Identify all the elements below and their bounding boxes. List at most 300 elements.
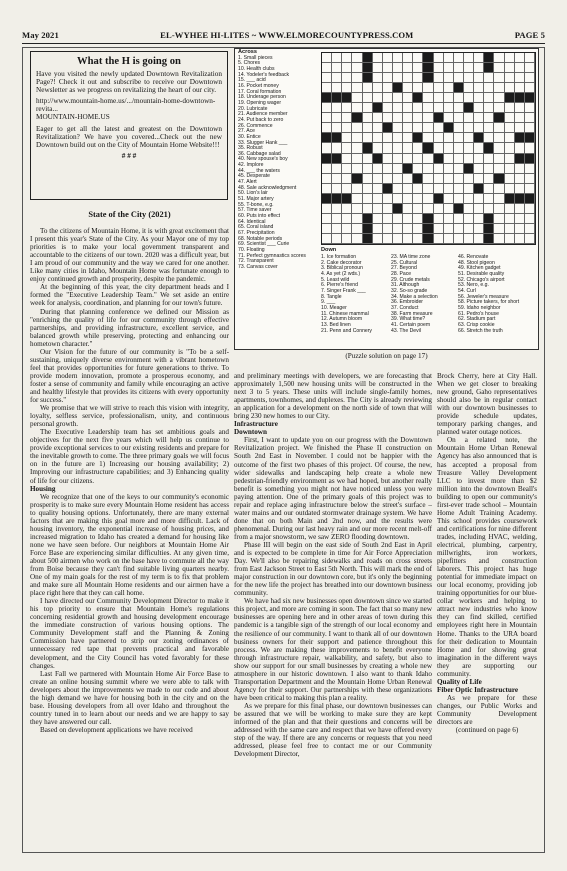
grid-cell[interactable] xyxy=(352,164,362,174)
grid-cell[interactable] xyxy=(494,93,504,103)
grid-cell[interactable] xyxy=(454,214,464,224)
grid-cell[interactable] xyxy=(515,214,525,224)
grid-cell[interactable] xyxy=(403,63,413,73)
grid-cell[interactable] xyxy=(363,83,373,93)
grid-cell[interactable] xyxy=(464,214,474,224)
grid-cell[interactable] xyxy=(363,174,373,184)
grid-cell[interactable] xyxy=(515,204,525,214)
grid-cell[interactable] xyxy=(484,103,494,113)
grid-cell[interactable] xyxy=(423,184,433,194)
grid-cell[interactable] xyxy=(383,53,393,63)
grid-cell[interactable] xyxy=(413,214,423,224)
grid-cell[interactable] xyxy=(434,73,444,83)
grid-cell[interactable] xyxy=(505,154,515,164)
grid-cell[interactable] xyxy=(383,93,393,103)
grid-cell[interactable] xyxy=(332,204,342,214)
grid-cell[interactable] xyxy=(383,73,393,83)
grid-cell[interactable] xyxy=(444,133,454,143)
grid-cell[interactable] xyxy=(515,184,525,194)
grid-cell[interactable] xyxy=(454,143,464,153)
grid-cell[interactable] xyxy=(352,184,362,194)
grid-cell[interactable] xyxy=(403,214,413,224)
grid-cell[interactable] xyxy=(352,143,362,153)
grid-cell[interactable] xyxy=(423,103,433,113)
grid-cell[interactable] xyxy=(444,164,454,174)
grid-cell[interactable] xyxy=(322,174,332,184)
grid-cell[interactable] xyxy=(525,113,535,123)
grid-cell[interactable] xyxy=(423,194,433,204)
grid-cell[interactable] xyxy=(423,154,433,164)
grid-cell[interactable] xyxy=(342,123,352,133)
grid-cell[interactable] xyxy=(464,143,474,153)
grid-cell[interactable] xyxy=(373,184,383,194)
grid-cell[interactable] xyxy=(505,184,515,194)
grid-cell[interactable] xyxy=(393,53,403,63)
grid-cell[interactable] xyxy=(434,133,444,143)
grid-cell[interactable] xyxy=(393,174,403,184)
grid-cell[interactable] xyxy=(515,164,525,174)
grid-cell[interactable] xyxy=(464,113,474,123)
grid-cell[interactable] xyxy=(373,143,383,153)
grid-cell[interactable] xyxy=(484,133,494,143)
grid-cell[interactable] xyxy=(515,234,525,244)
grid-cell[interactable] xyxy=(484,73,494,83)
grid-cell[interactable] xyxy=(474,113,484,123)
grid-cell[interactable] xyxy=(352,204,362,214)
grid-cell[interactable] xyxy=(373,174,383,184)
grid-cell[interactable] xyxy=(515,73,525,83)
grid-cell[interactable] xyxy=(322,184,332,194)
grid-cell[interactable] xyxy=(342,164,352,174)
grid-cell[interactable] xyxy=(474,123,484,133)
grid-cell[interactable] xyxy=(342,154,352,164)
grid-cell[interactable] xyxy=(505,63,515,73)
grid-cell[interactable] xyxy=(474,164,484,174)
grid-cell[interactable] xyxy=(352,154,362,164)
grid-cell[interactable] xyxy=(373,123,383,133)
grid-cell[interactable] xyxy=(352,83,362,93)
grid-cell[interactable] xyxy=(494,123,504,133)
grid-cell[interactable] xyxy=(515,174,525,184)
grid-cell[interactable] xyxy=(423,174,433,184)
grid-cell[interactable] xyxy=(454,234,464,244)
grid-cell[interactable] xyxy=(474,154,484,164)
grid-cell[interactable] xyxy=(444,194,454,204)
grid-cell[interactable] xyxy=(434,93,444,103)
grid-cell[interactable] xyxy=(403,133,413,143)
grid-cell[interactable] xyxy=(444,73,454,83)
grid-cell[interactable] xyxy=(352,224,362,234)
grid-cell[interactable] xyxy=(403,113,413,123)
grid-cell[interactable] xyxy=(444,83,454,93)
grid-cell[interactable] xyxy=(515,123,525,133)
grid-cell[interactable] xyxy=(393,103,403,113)
grid-cell[interactable] xyxy=(413,143,423,153)
grid-cell[interactable] xyxy=(403,73,413,83)
grid-cell[interactable] xyxy=(332,113,342,123)
grid-cell[interactable] xyxy=(413,224,423,234)
grid-cell[interactable] xyxy=(464,93,474,103)
grid-cell[interactable] xyxy=(505,174,515,184)
grid-cell[interactable] xyxy=(383,133,393,143)
grid-cell[interactable] xyxy=(393,73,403,83)
grid-cell[interactable] xyxy=(342,204,352,214)
grid-cell[interactable] xyxy=(332,234,342,244)
grid-cell[interactable] xyxy=(434,143,444,153)
grid-cell[interactable] xyxy=(413,113,423,123)
grid-cell[interactable] xyxy=(322,234,332,244)
grid-cell[interactable] xyxy=(322,214,332,224)
grid-cell[interactable] xyxy=(393,143,403,153)
grid-cell[interactable] xyxy=(383,83,393,93)
grid-cell[interactable] xyxy=(363,164,373,174)
grid-cell[interactable] xyxy=(373,204,383,214)
grid-cell[interactable] xyxy=(413,184,423,194)
grid-cell[interactable] xyxy=(403,123,413,133)
grid-cell[interactable] xyxy=(474,63,484,73)
grid-cell[interactable] xyxy=(413,164,423,174)
grid-cell[interactable] xyxy=(474,93,484,103)
grid-cell[interactable] xyxy=(332,53,342,63)
grid-cell[interactable] xyxy=(383,63,393,73)
grid-cell[interactable] xyxy=(393,194,403,204)
grid-cell[interactable] xyxy=(322,103,332,113)
grid-cell[interactable] xyxy=(464,53,474,63)
grid-cell[interactable] xyxy=(494,143,504,153)
grid-cell[interactable] xyxy=(494,103,504,113)
grid-cell[interactable] xyxy=(332,164,342,174)
grid-cell[interactable] xyxy=(474,103,484,113)
site-link[interactable]: MOUNTAIN-HOME.US xyxy=(36,113,110,122)
grid-cell[interactable] xyxy=(505,83,515,93)
grid-cell[interactable] xyxy=(423,204,433,214)
grid-cell[interactable] xyxy=(403,103,413,113)
grid-cell[interactable] xyxy=(434,123,444,133)
grid-cell[interactable] xyxy=(515,103,525,113)
grid-cell[interactable] xyxy=(342,83,352,93)
grid-cell[interactable] xyxy=(403,234,413,244)
grid-cell[interactable] xyxy=(444,184,454,194)
grid-cell[interactable] xyxy=(444,224,454,234)
grid-cell[interactable] xyxy=(332,73,342,83)
grid-cell[interactable] xyxy=(474,234,484,244)
grid-cell[interactable] xyxy=(423,164,433,174)
grid-cell[interactable] xyxy=(403,194,413,204)
grid-cell[interactable] xyxy=(505,234,515,244)
grid-cell[interactable] xyxy=(383,214,393,224)
grid-cell[interactable] xyxy=(352,194,362,204)
grid-cell[interactable] xyxy=(525,234,535,244)
grid-cell[interactable] xyxy=(444,204,454,214)
grid-cell[interactable] xyxy=(413,204,423,214)
grid-cell[interactable] xyxy=(505,113,515,123)
grid-cell[interactable] xyxy=(352,93,362,103)
grid-cell[interactable] xyxy=(393,93,403,103)
grid-cell[interactable] xyxy=(383,154,393,164)
grid-cell[interactable] xyxy=(383,164,393,174)
grid-cell[interactable] xyxy=(444,93,454,103)
grid-cell[interactable] xyxy=(322,123,332,133)
grid-cell[interactable] xyxy=(363,123,373,133)
grid-cell[interactable] xyxy=(505,164,515,174)
grid-cell[interactable] xyxy=(342,174,352,184)
grid-cell[interactable] xyxy=(373,113,383,123)
grid-cell[interactable] xyxy=(373,194,383,204)
grid-cell[interactable] xyxy=(342,53,352,63)
grid-cell[interactable] xyxy=(403,83,413,93)
grid-cell[interactable] xyxy=(393,154,403,164)
grid-cell[interactable] xyxy=(464,194,474,204)
grid-cell[interactable] xyxy=(444,214,454,224)
grid-cell[interactable] xyxy=(454,184,464,194)
grid-cell[interactable] xyxy=(494,184,504,194)
grid-cell[interactable] xyxy=(393,123,403,133)
grid-cell[interactable] xyxy=(403,53,413,63)
grid-cell[interactable] xyxy=(403,184,413,194)
grid-cell[interactable] xyxy=(444,63,454,73)
grid-cell[interactable] xyxy=(494,234,504,244)
grid-cell[interactable] xyxy=(464,234,474,244)
grid-cell[interactable] xyxy=(423,133,433,143)
grid-cell[interactable] xyxy=(383,113,393,123)
grid-cell[interactable] xyxy=(494,214,504,224)
grid-cell[interactable] xyxy=(525,143,535,153)
grid-cell[interactable] xyxy=(322,53,332,63)
grid-cell[interactable] xyxy=(423,83,433,93)
grid-cell[interactable] xyxy=(525,73,535,83)
grid-cell[interactable] xyxy=(444,53,454,63)
grid-cell[interactable] xyxy=(464,184,474,194)
grid-cell[interactable] xyxy=(444,154,454,164)
grid-cell[interactable] xyxy=(454,174,464,184)
grid-cell[interactable] xyxy=(505,103,515,113)
grid-cell[interactable] xyxy=(484,93,494,103)
grid-cell[interactable] xyxy=(413,234,423,244)
grid-cell[interactable] xyxy=(403,143,413,153)
grid-cell[interactable] xyxy=(332,123,342,133)
grid-cell[interactable] xyxy=(464,224,474,234)
grid-cell[interactable] xyxy=(484,154,494,164)
grid-cell[interactable] xyxy=(515,63,525,73)
grid-cell[interactable] xyxy=(454,53,464,63)
grid-cell[interactable] xyxy=(474,224,484,234)
grid-cell[interactable] xyxy=(332,214,342,224)
grid-cell[interactable] xyxy=(434,224,444,234)
grid-cell[interactable] xyxy=(434,53,444,63)
grid-cell[interactable] xyxy=(413,194,423,204)
grid-cell[interactable] xyxy=(342,234,352,244)
grid-cell[interactable] xyxy=(454,93,464,103)
grid-cell[interactable] xyxy=(332,103,342,113)
grid-cell[interactable] xyxy=(464,174,474,184)
grid-cell[interactable] xyxy=(454,164,464,174)
grid-cell[interactable] xyxy=(413,103,423,113)
grid-cell[interactable] xyxy=(505,224,515,234)
grid-cell[interactable] xyxy=(393,224,403,234)
grid-cell[interactable] xyxy=(413,154,423,164)
grid-cell[interactable] xyxy=(383,224,393,234)
grid-cell[interactable] xyxy=(515,224,525,234)
grid-cell[interactable] xyxy=(322,73,332,83)
grid-cell[interactable] xyxy=(454,73,464,83)
grid-cell[interactable] xyxy=(373,63,383,73)
grid-cell[interactable] xyxy=(413,83,423,93)
grid-cell[interactable] xyxy=(505,53,515,63)
grid-cell[interactable] xyxy=(383,194,393,204)
grid-cell[interactable] xyxy=(363,93,373,103)
grid-cell[interactable] xyxy=(352,53,362,63)
grid-cell[interactable] xyxy=(332,184,342,194)
grid-cell[interactable] xyxy=(342,133,352,143)
grid-cell[interactable] xyxy=(423,93,433,103)
grid-cell[interactable] xyxy=(342,103,352,113)
grid-cell[interactable] xyxy=(505,123,515,133)
grid-cell[interactable] xyxy=(403,93,413,103)
grid-cell[interactable] xyxy=(393,214,403,224)
grid-cell[interactable] xyxy=(474,204,484,214)
grid-cell[interactable] xyxy=(474,194,484,204)
grid-cell[interactable] xyxy=(444,174,454,184)
grid-cell[interactable] xyxy=(363,154,373,164)
grid-cell[interactable] xyxy=(363,113,373,123)
grid-cell[interactable] xyxy=(525,164,535,174)
grid-cell[interactable] xyxy=(363,194,373,204)
grid-cell[interactable] xyxy=(494,164,504,174)
grid-cell[interactable] xyxy=(383,103,393,113)
grid-cell[interactable] xyxy=(454,194,464,204)
grid-cell[interactable] xyxy=(505,133,515,143)
grid-cell[interactable] xyxy=(373,53,383,63)
grid-cell[interactable] xyxy=(525,63,535,73)
grid-cell[interactable] xyxy=(434,164,444,174)
grid-cell[interactable] xyxy=(322,83,332,93)
grid-cell[interactable] xyxy=(484,164,494,174)
grid-cell[interactable] xyxy=(413,123,423,133)
downtown-link[interactable]: http://www.mountain-home.us/.../mountain-home-downtown-revita... xyxy=(36,97,216,114)
grid-cell[interactable] xyxy=(484,204,494,214)
grid-cell[interactable] xyxy=(342,143,352,153)
grid-cell[interactable] xyxy=(474,174,484,184)
grid-cell[interactable] xyxy=(525,214,535,224)
grid-cell[interactable] xyxy=(494,204,504,214)
grid-cell[interactable] xyxy=(342,184,352,194)
grid-cell[interactable] xyxy=(322,143,332,153)
grid-cell[interactable] xyxy=(505,214,515,224)
grid-cell[interactable] xyxy=(423,113,433,123)
grid-cell[interactable] xyxy=(373,224,383,234)
crossword-grid[interactable] xyxy=(321,52,536,245)
grid-cell[interactable] xyxy=(342,113,352,123)
grid-cell[interactable] xyxy=(494,133,504,143)
grid-cell[interactable] xyxy=(342,73,352,83)
grid-cell[interactable] xyxy=(525,204,535,214)
grid-cell[interactable] xyxy=(363,184,373,194)
grid-cell[interactable] xyxy=(454,103,464,113)
grid-cell[interactable] xyxy=(505,143,515,153)
grid-cell[interactable] xyxy=(484,113,494,123)
grid-cell[interactable] xyxy=(464,154,474,164)
grid-cell[interactable] xyxy=(413,53,423,63)
grid-cell[interactable] xyxy=(383,234,393,244)
grid-cell[interactable] xyxy=(363,204,373,214)
grid-cell[interactable] xyxy=(342,63,352,73)
grid-cell[interactable] xyxy=(383,204,393,214)
grid-cell[interactable] xyxy=(322,63,332,73)
grid-cell[interactable] xyxy=(515,143,525,153)
grid-cell[interactable] xyxy=(515,113,525,123)
grid-cell[interactable] xyxy=(342,224,352,234)
grid-cell[interactable] xyxy=(373,93,383,103)
grid-cell[interactable] xyxy=(403,174,413,184)
grid-cell[interactable] xyxy=(434,83,444,93)
grid-cell[interactable] xyxy=(494,194,504,204)
grid-cell[interactable] xyxy=(454,113,464,123)
grid-cell[interactable] xyxy=(403,204,413,214)
grid-cell[interactable] xyxy=(464,83,474,93)
grid-cell[interactable] xyxy=(505,73,515,83)
grid-cell[interactable] xyxy=(352,133,362,143)
grid-cell[interactable] xyxy=(322,164,332,174)
grid-cell[interactable] xyxy=(434,204,444,214)
grid-cell[interactable] xyxy=(322,113,332,123)
grid-cell[interactable] xyxy=(494,154,504,164)
grid-cell[interactable] xyxy=(393,133,403,143)
grid-cell[interactable] xyxy=(332,143,342,153)
grid-cell[interactable] xyxy=(373,164,383,174)
grid-cell[interactable] xyxy=(434,214,444,224)
grid-cell[interactable] xyxy=(352,123,362,133)
grid-cell[interactable] xyxy=(525,224,535,234)
grid-cell[interactable] xyxy=(393,113,403,123)
grid-cell[interactable] xyxy=(525,184,535,194)
grid-cell[interactable] xyxy=(515,53,525,63)
grid-cell[interactable] xyxy=(525,83,535,93)
grid-cell[interactable] xyxy=(444,234,454,244)
grid-cell[interactable] xyxy=(515,83,525,93)
grid-cell[interactable] xyxy=(352,234,362,244)
grid-cell[interactable] xyxy=(322,224,332,234)
grid-cell[interactable] xyxy=(484,184,494,194)
grid-cell[interactable] xyxy=(505,204,515,214)
grid-cell[interactable] xyxy=(373,83,383,93)
grid-cell[interactable] xyxy=(434,63,444,73)
grid-cell[interactable] xyxy=(464,133,474,143)
grid-cell[interactable] xyxy=(352,214,362,224)
grid-cell[interactable] xyxy=(484,194,494,204)
grid-cell[interactable] xyxy=(484,123,494,133)
grid-cell[interactable] xyxy=(474,214,484,224)
grid-cell[interactable] xyxy=(352,73,362,83)
grid-cell[interactable] xyxy=(525,103,535,113)
grid-cell[interactable] xyxy=(352,63,362,73)
grid-cell[interactable] xyxy=(454,63,464,73)
grid-cell[interactable] xyxy=(454,224,464,234)
grid-cell[interactable] xyxy=(474,73,484,83)
grid-cell[interactable] xyxy=(373,133,383,143)
grid-cell[interactable] xyxy=(413,73,423,83)
grid-cell[interactable] xyxy=(373,234,383,244)
grid-cell[interactable] xyxy=(494,63,504,73)
grid-cell[interactable] xyxy=(383,174,393,184)
grid-cell[interactable] xyxy=(332,174,342,184)
grid-cell[interactable] xyxy=(464,123,474,133)
grid-cell[interactable] xyxy=(494,83,504,93)
grid-cell[interactable] xyxy=(434,234,444,244)
grid-cell[interactable] xyxy=(403,154,413,164)
grid-cell[interactable] xyxy=(373,214,383,224)
grid-cell[interactable] xyxy=(363,133,373,143)
grid-cell[interactable] xyxy=(494,53,504,63)
